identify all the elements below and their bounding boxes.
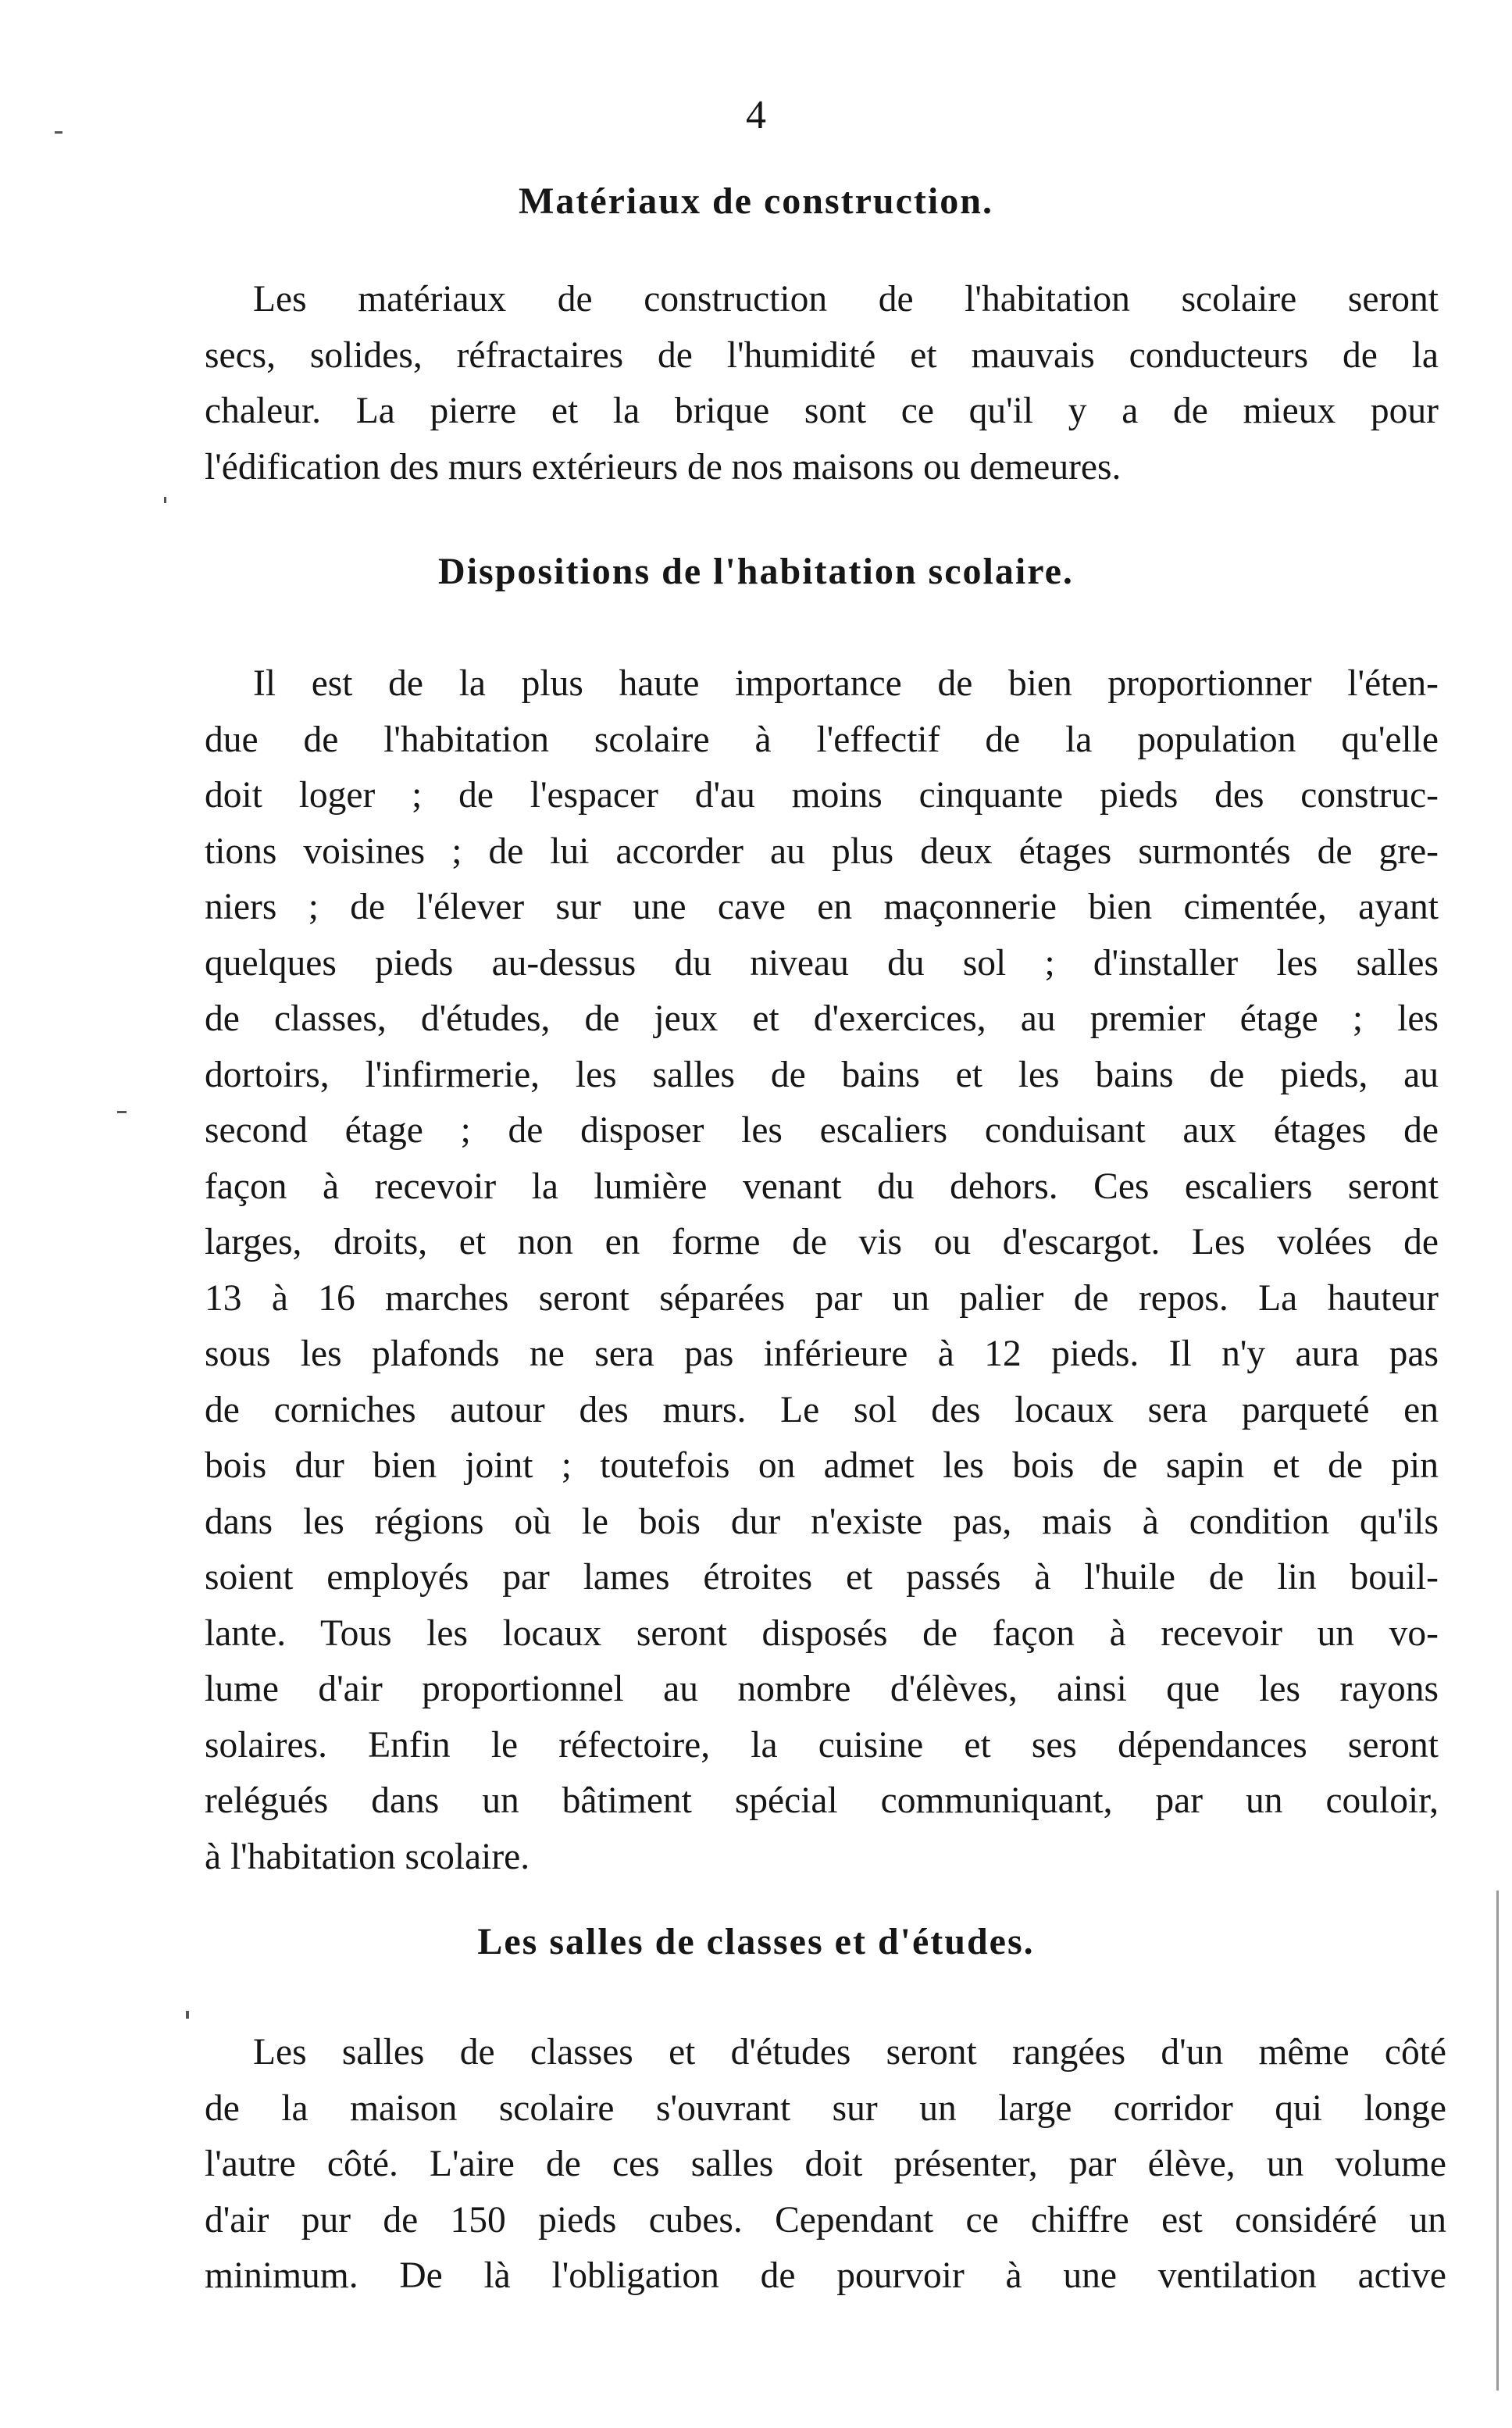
text-line: Les matériaux de construction de l'habitation scolaire seront [253,279,1439,320]
text-line: niers ; de l'élever sur une cave en maçonnerie bien cimentée, ayant [205,887,1439,927]
section-heading-materiaux: Matériaux de construction. [519,180,993,222]
text-line: de corniches autour des murs. Le sol des locaux sera parqueté en [205,1389,1439,1430]
text-line: de la maison scolaire s'ouvrant sur un large corridor qui longe [205,2087,1446,2129]
text-line: sous les plafonds ne sera pas inférieure à 12 pieds. Il n'y aura pas [205,1334,1439,1374]
text-line: minimum. De là l'obligation de pourvoir à une ventilation active [205,2255,1446,2296]
text-line: larges, droits, et non en forme de vis ou d'escargot. Les volées de [205,1222,1439,1262]
text-line: doit loger ; de l'espacer d'au moins cinquante pieds des construc- [205,775,1439,816]
text-line: chaleur. La pierre et la brique sont ce qu'il y a de mieux pour [205,391,1439,431]
section-heading-salles: Les salles de classes et d'études. [477,1921,1035,1962]
text-line: à l'habitation scolaire. [205,1836,530,1877]
text-line: lante. Tous les locaux seront disposés de façon à recevoir un vo- [205,1612,1439,1654]
scan-mark [186,2011,189,2019]
text-line: Les salles de classes et d'études seront rangées d'un même côté [253,2032,1446,2073]
text-line: l'autre côté. L'aire de ces salles doit présenter, par élève, un volume [205,2144,1446,2184]
text-line: d'air pur de 150 pieds cubes. Cependant ce chiffre est considéré un [205,2199,1446,2241]
scan-mark [117,1111,127,1113]
page-number: 4 [746,93,766,137]
scan-mark [55,131,62,134]
text-line: dortoirs, l'infirmerie, les salles de bains et les bains de pieds, au [205,1054,1439,1095]
scan-mark [164,497,166,503]
text-line: Il est de la plus haute importance de bien proportionner l'éten- [253,663,1439,704]
text-line: tions voisines ; de lui accorder au plus deux étages surmontés de gre- [205,830,1439,872]
text-line: l'édification des murs extérieurs de nos maisons ou demeures. [205,446,1122,487]
text-line: dans les régions où le bois dur n'existe pas, mais à condition qu'ils [205,1501,1439,1542]
text-line: solaires. Enfin le réfectoire, la cuisine et ses dépendances seront [205,1724,1439,1766]
text-line: soient employés par lames étroites et passés à l'huile de lin bouil- [205,1557,1439,1598]
text-line: quelques pieds au-dessus du niveau du sol ; d'installer les salles [205,942,1439,984]
paragraph-materiaux [205,272,1439,495]
text-line: façon à recevoir la lumière venant du dehors. Ces escaliers seront [205,1166,1439,1207]
text-line: lume d'air proportionnel au nombre d'élèves, ainsi que les rayons [205,1669,1439,1709]
paragraph-salles [205,2025,1446,2305]
text-line: secs, solides, réfractaires de l'humidité et mauvais conducteurs de la [205,334,1439,376]
section-heading-dispositions: Dispositions de l'habitation scolaire. [438,551,1074,592]
text-line: bois dur bien joint ; toutefois on admet les bois de sapin et de pin [205,1445,1439,1486]
text-line: relégués dans un bâtiment spécial communiquant, par un couloir, [205,1780,1439,1821]
text-line: de classes, d'études, de jeux et d'exercices, au premier étage ; les [205,998,1439,1039]
scan-edge-mark [1496,1891,1499,2391]
paragraph-dispositions [205,656,1439,1885]
text-line: second étage ; de disposer les escaliers conduisant aux étages de [205,1110,1439,1151]
text-line: due de l'habitation scolaire à l'effectif de la population qu'elle [205,719,1439,760]
text-line: 13 à 16 marches seront séparées par un palier de repos. La hauteur [205,1277,1439,1319]
